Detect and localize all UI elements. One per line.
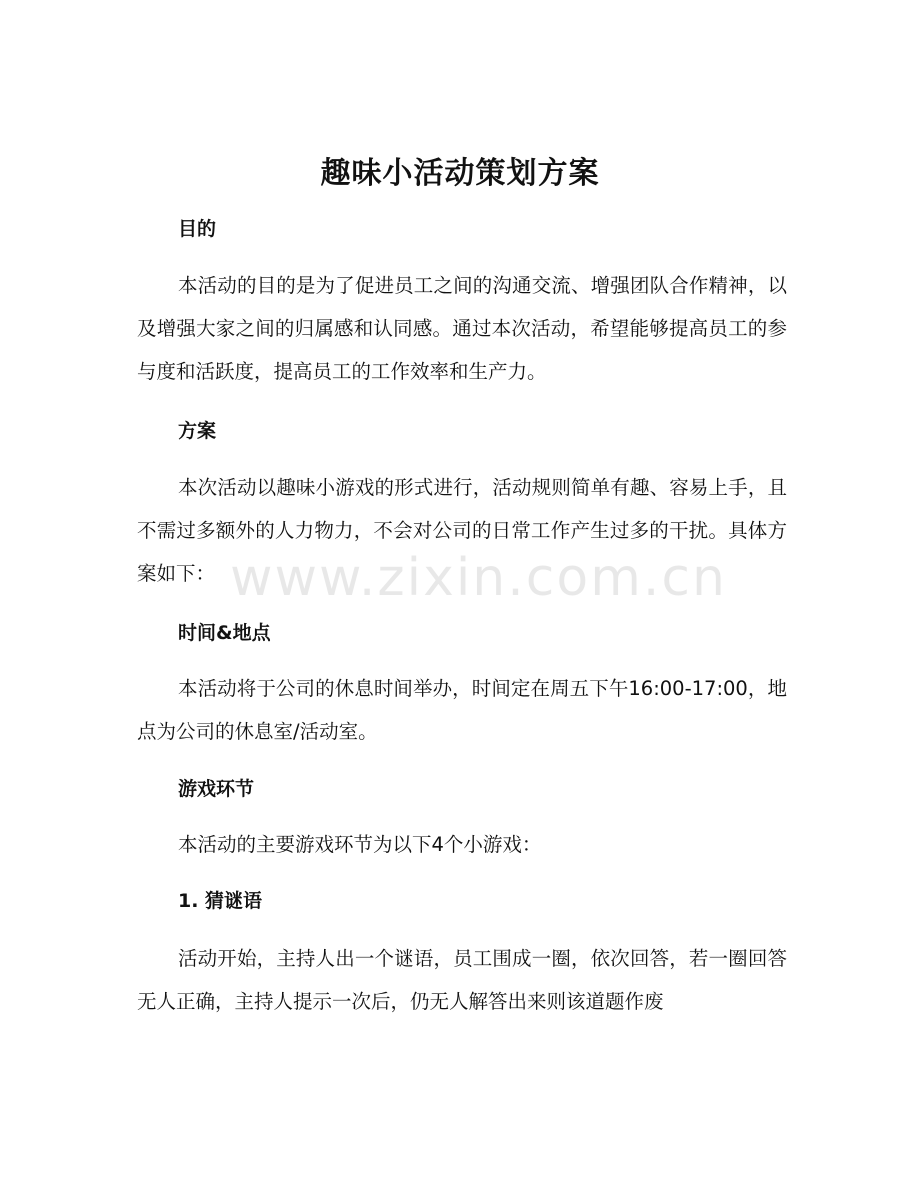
document-title: 趣味小活动策划方案 — [320, 156, 600, 191]
section-paragraph-riddle: 活动开始，主持人出一个谜语，员工围成一圈，依次回答，若一圈回答无人正确，主持人提示一次后，仍无人解答出来则该道题作废 — [137, 947, 787, 1013]
section-paragraph-games: 本活动的主要游戏环节为以下4个小游戏： — [178, 833, 542, 856]
section-heading-time-place: 时间&地点 — [178, 622, 271, 644]
section-heading-riddle: 1. 猜谜语 — [178, 890, 263, 912]
section-heading-games: 游戏环节 — [178, 778, 255, 800]
section-paragraph-plan: 本次活动以趣味小游戏的形式进行，活动规则简单有趣、容易上手，且不需过多额外的人力物力，不会对公司的日常工作产生过多的干扰。具体方案如下： — [137, 476, 787, 585]
section-heading-plan: 方案 — [178, 420, 217, 442]
section-heading-purpose: 目的 — [178, 218, 217, 240]
section-paragraph-time-place: 本活动将于公司的休息时间举办，时间定在周五下午16:00-17:00，地点为公司的休息室/活动室。 — [137, 677, 787, 743]
watermark-text: www.zixin.com.cn — [230, 548, 727, 608]
section-paragraph-purpose: 本活动的目的是为了促进员工之间的沟通交流、增强团队合作精神，以及增强大家之间的归属感和认同感。通过本次活动，希望能够提高员工的参与度和活跃度，提高员工的工作效率和生产力。 — [137, 274, 787, 383]
